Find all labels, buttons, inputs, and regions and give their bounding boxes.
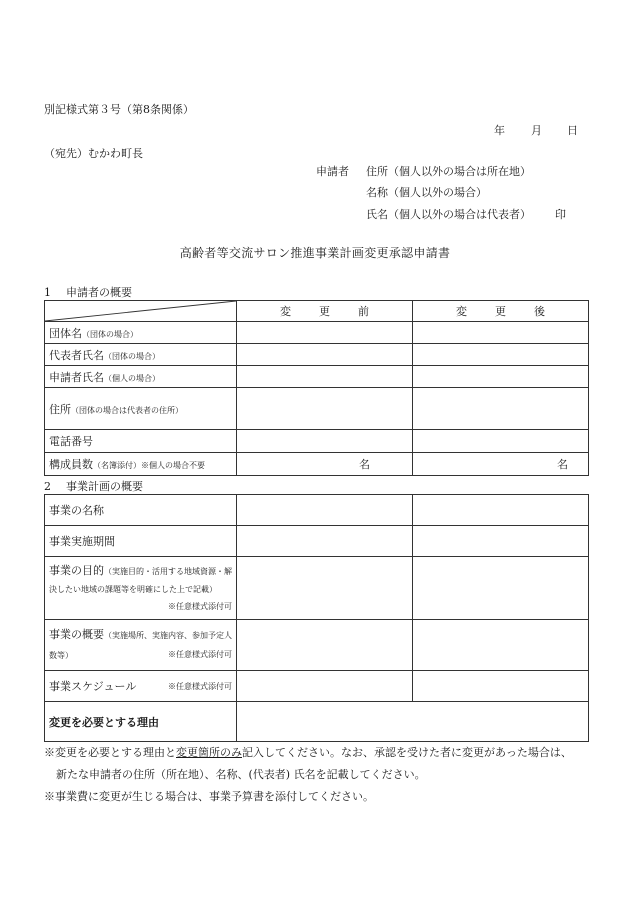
member-unit: 名 [557,458,568,471]
after-org-name-field[interactable] [413,322,589,344]
section2-heading [44,478,143,494]
table-row [45,388,589,430]
applicant-address: 住所（個人以外の場合は所在地） [366,165,531,178]
date-day: 日 [567,124,578,137]
section2-number: 2 [44,480,51,493]
col-after: 変 更 後 [413,301,589,322]
table-row [45,620,589,671]
before-address-field[interactable] [237,388,413,430]
row-label: 事業実施期間 [45,526,237,557]
form-number: 別記様式第３号（第8条関係） [44,103,194,116]
after-overview-field[interactable] [413,620,589,671]
table-row [45,671,589,702]
applicant-label: 申請者 [316,165,349,178]
note-line-2: 新たな申請者の住所（所在地）、名称、(代表者) 氏名を記載してください。 [56,768,426,781]
before-overview-field[interactable] [237,620,413,671]
member-unit: 名 [359,458,370,471]
addressee: （宛先）むかわ町長 [44,147,143,160]
applicant-table [44,300,589,476]
section1-title: 申請者の概要 [66,286,132,299]
table-row [45,344,589,366]
after-project-name-field[interactable] [413,495,589,526]
date-year: 年 [494,124,505,137]
col-before: 変 更 前 [237,301,413,322]
note-line-1: ※変更を必要とする理由と変更箇所のみ記入してください。なお、承認を受けた者に変更があった場合は、 [44,746,572,759]
after-phone-field[interactable] [413,430,589,453]
row-label: 団体名（団体の場合） [45,322,237,344]
date-month: 月 [531,124,542,137]
before-representative-field[interactable] [237,344,413,366]
applicant-table-header [45,301,589,322]
table-row [45,526,589,557]
change-reason-field[interactable] [237,702,589,742]
after-purpose-field[interactable] [413,557,589,620]
row-label: 事業の概要（実施場所、実施内容、参加予定人数等） ※任意様式添付可 [45,620,237,671]
row-label: 構成員数（名簿添付）※個人の場合不要 [45,453,237,476]
row-label: 事業の名称 [45,495,237,526]
row-label: 代表者氏名（団体の場合） [45,344,237,366]
table-row [45,453,589,476]
before-org-name-field[interactable] [237,322,413,344]
after-address-field[interactable] [413,388,589,430]
row-label: 事業の目的（実施目的・活用する地域資源・解決したい地域の課題等を明確にした上で記載） ※任意様式添付可 [45,557,237,620]
after-representative-field[interactable] [413,344,589,366]
table-row [45,322,589,344]
section2-title: 事業計画の概要 [66,480,143,493]
row-label: 住所（団体の場合は代表者の住所） [45,388,237,430]
note-line-3: ※事業費に変更が生じる場合は、事業予算書を添付してください。 [44,790,374,803]
applicant-name-rep: 氏名（個人以外の場合は代表者） [366,208,531,221]
row-label: 事業スケジュール ※任意様式添付可 [45,671,237,702]
table-row [45,495,589,526]
before-phone-field[interactable] [237,430,413,453]
row-label: 変更を必要とする理由 [45,702,237,742]
after-members-field[interactable] [413,453,589,476]
plan-table [44,494,589,742]
section1-heading [44,284,132,300]
table-row [45,557,589,620]
section1-number: 1 [44,286,51,299]
before-applicant-name-field[interactable] [237,366,413,388]
applicant-name-org: 名称（個人以外の場合） [366,186,487,199]
diagonal-cell [45,301,237,322]
before-project-name-field[interactable] [237,495,413,526]
table-row [45,702,589,742]
before-schedule-field[interactable] [237,671,413,702]
document-title: 高齢者等交流サロン推進事業計画変更承認申請書 [179,246,451,260]
after-period-field[interactable] [413,526,589,557]
after-schedule-field[interactable] [413,671,589,702]
table-row [45,430,589,453]
after-applicant-name-field[interactable] [413,366,589,388]
seal-mark: 印 [555,208,566,221]
row-label: 電話番号 [45,430,237,453]
before-period-field[interactable] [237,526,413,557]
row-label: 申請者氏名（個人の場合） [45,366,237,388]
before-members-field[interactable] [237,453,413,476]
before-purpose-field[interactable] [237,557,413,620]
table-row [45,366,589,388]
